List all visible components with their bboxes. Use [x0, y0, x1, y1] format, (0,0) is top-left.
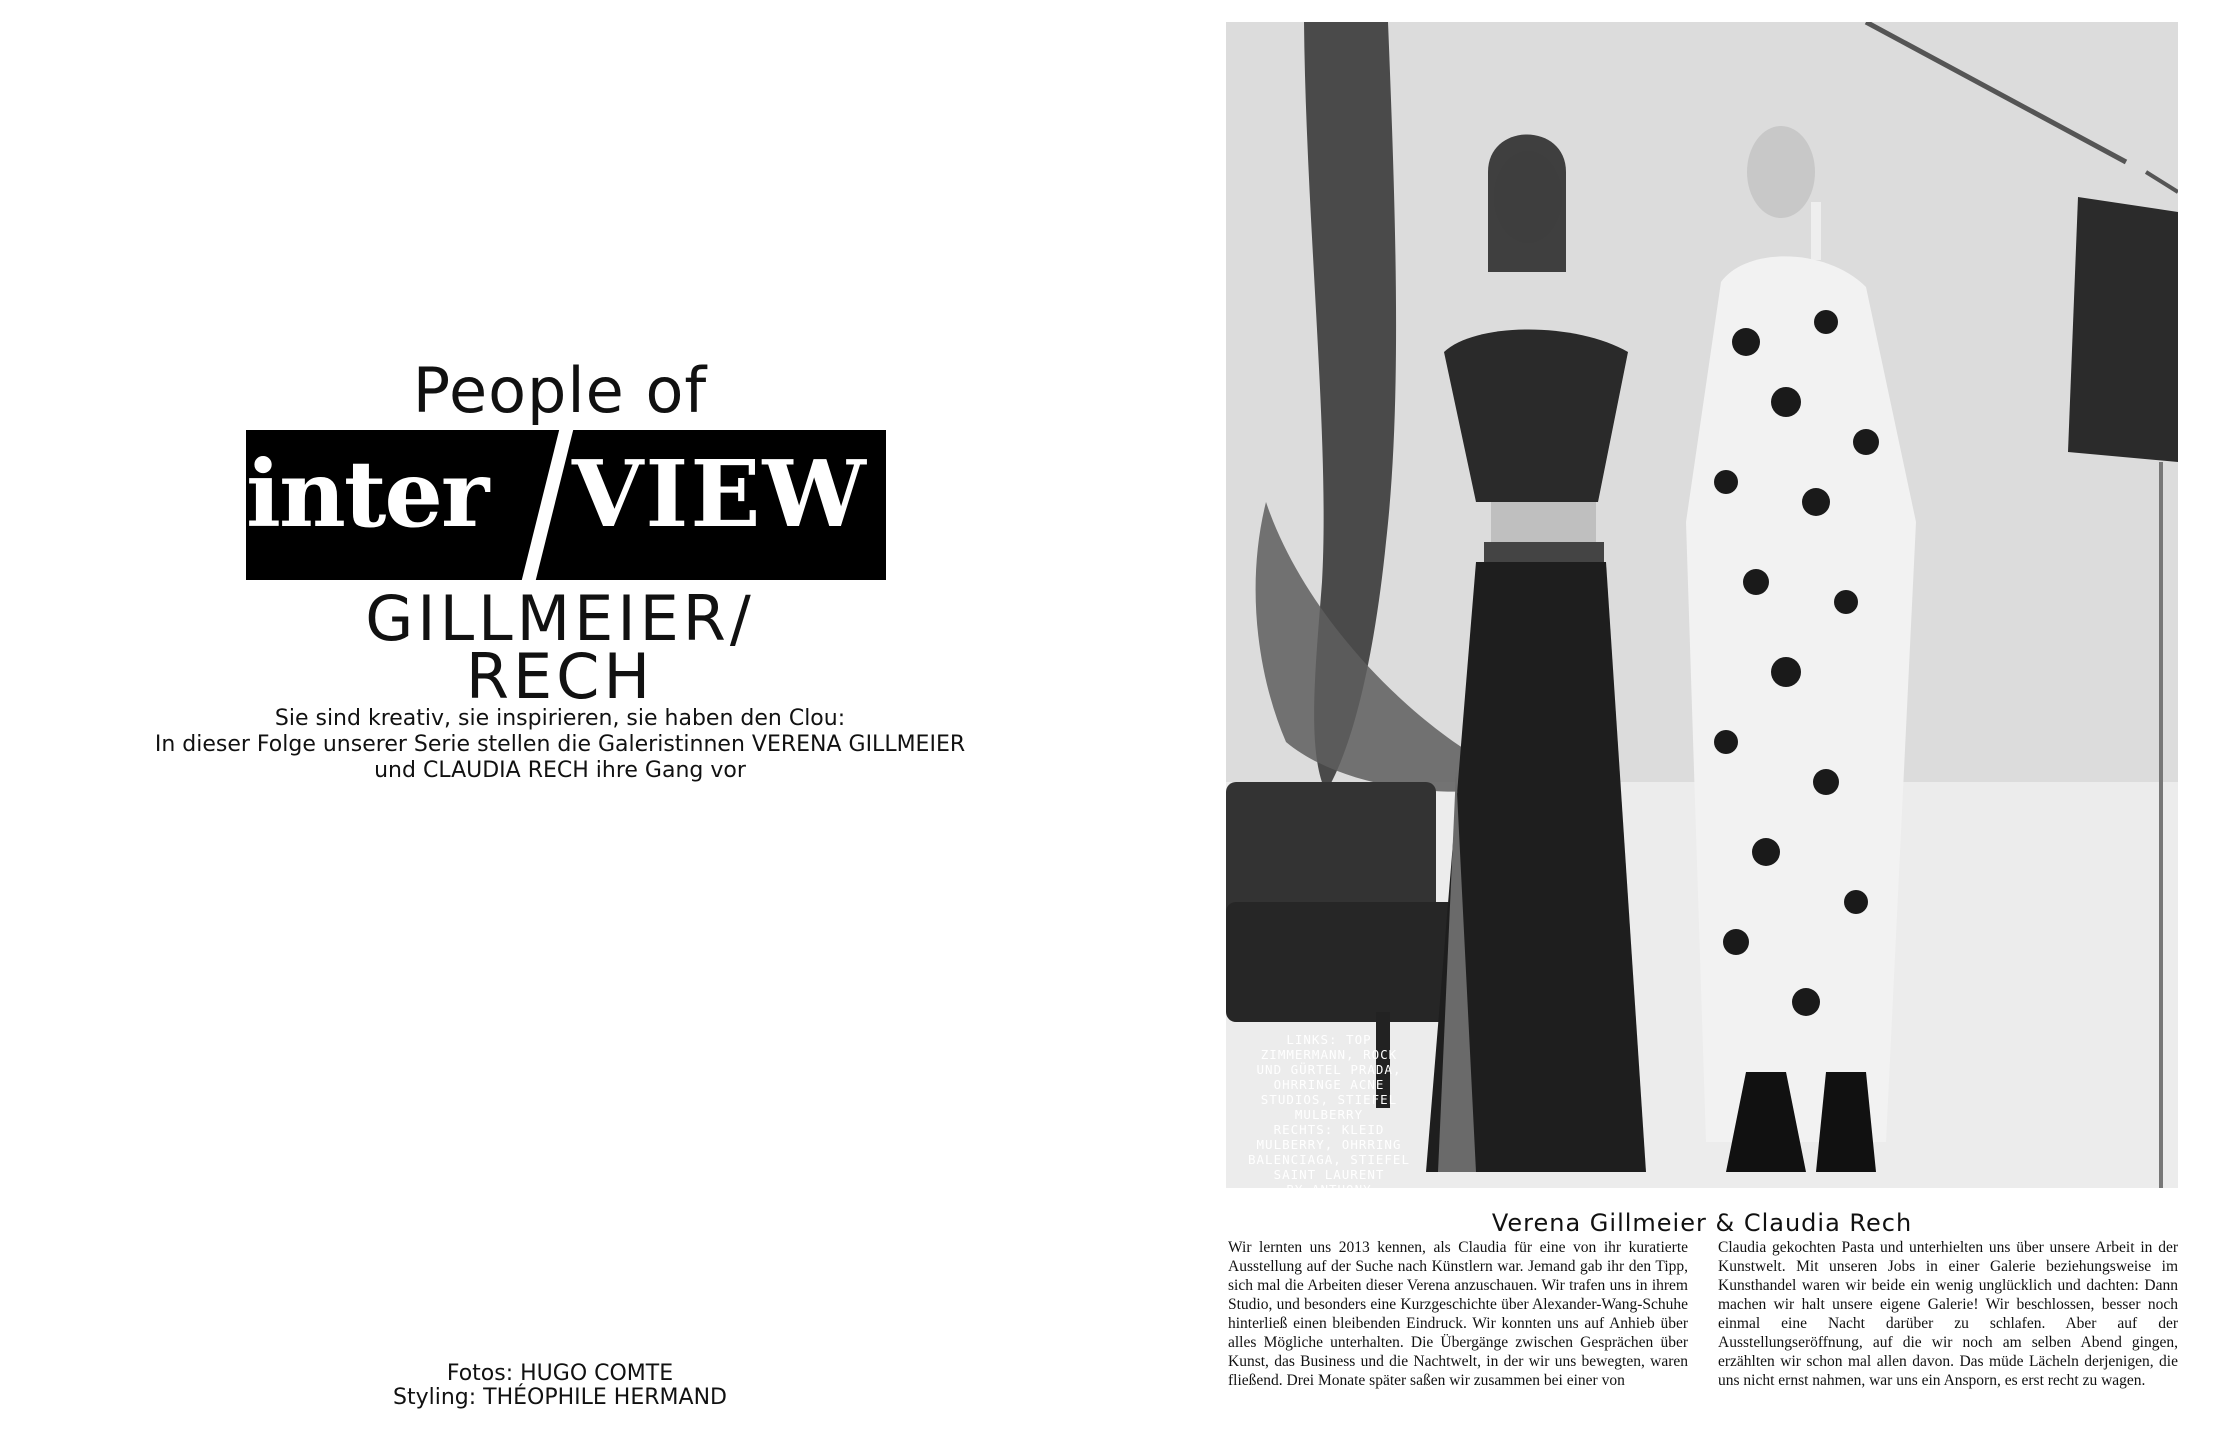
caption-line: UND GÜRTEL PRADA, [1256, 1062, 1402, 1077]
caption-line: SAINT LAURENT [1273, 1167, 1385, 1182]
deck-line: In dieser Folge unserer Serie stellen die Galeristinnen VERENA GILLMEIER [154, 732, 966, 757]
deck-line: Sie sind kreativ, sie inspirieren, sie haben den Clou: [274, 706, 846, 731]
credit-photos: Fotos: HUGO COMTE [446, 1361, 674, 1386]
article-column-2: Claudia gekochten Pasta und unterhielten uns über unsere Arbeit in der Kunstwelt. Mit unseren Jobs in einer Galerie beziehungsweise im Kunsthandel waren wir beide ein wenig unglücklich und dachten: Dann machen wir halt unsere eigene Galerie! Wir beschlossen, besser noch einmal eine Nacht darüber zu schlafen. Aber auf der Ausstellungseröffnung, auf die wir noch am selben Abend gingen, erzählten wir schon mal allen davon. Das müde Lächeln derjenigen, die uns nicht ernst nahmen, war uns ein Ansporn, es erst recht zu wagen. [1718, 1239, 2178, 1389]
caption-line: ZIMMERMANN, ROCK [1260, 1047, 1398, 1062]
photo-illustration [1226, 22, 2178, 1188]
outfit-caption [1238, 1032, 1420, 1212]
feature-title-line-2: RECH [465, 640, 655, 713]
logo-inter-text: inter [246, 440, 488, 548]
logo-slash [512, 430, 578, 580]
caption-line: MULBERRY, OHRRING [1256, 1137, 1402, 1152]
article-title: Verena Gillmeier & Claudia Rech [1491, 1209, 1913, 1237]
photo-credits [0, 1362, 1120, 1410]
deck-intro [0, 706, 1120, 784]
feature-title-line-1: GILLMEIER/ [365, 582, 755, 655]
article-column-1: Wir lernten uns 2013 kennen, als Claudia für eine von ihr kuratierte Ausstellung auf der Suche nach Künstlern war. Jemand gab ihr den Tipp, sich mal die Arbeiten dieser Verena anzuschauen. Wir trafen uns in ihrem Studio, und besonders eine Kurzgeschichte über Alexander-Wang-Schuhe hinterließ einen bleibenden Eindruck. Wir konnten uns auf Anhieb über alles Mögliche unterhalten. Die Übergänge zwischen Gesprächen über Kunst, das Business und die Nachtwelt, in der wir uns bewegten, waren fließend. Drei Monate später saßen wir zusammen bei einer von [1228, 1239, 1688, 1389]
caption-line: STUDIOS, STIEFEL [1260, 1092, 1398, 1107]
caption-line: RECHTS: KLEID [1273, 1122, 1385, 1137]
caption-line: BALENCIAGA, STIEFEL [1248, 1152, 1410, 1167]
caption-line: VACCARELLO [1286, 1197, 1372, 1212]
caption-line: OHRRINGE ACNE [1273, 1077, 1385, 1092]
fashion-photo [1226, 22, 2178, 1188]
logo-view-text: VIEW [572, 440, 868, 548]
caption-line: LINKS: TOP [1286, 1032, 1372, 1047]
feature-title [0, 582, 1120, 713]
caption-line: MULBERRY [1294, 1107, 1364, 1122]
credit-styling: Styling: THÉOPHILE HERMAND [393, 1385, 727, 1410]
kicker-block [0, 354, 1120, 427]
caption-line: BY ANTHONY [1286, 1182, 1372, 1197]
interview-logo [246, 430, 886, 580]
kicker-people-of: People of [412, 354, 708, 427]
deck-line: und CLAUDIA RECH ihre Gang vor [374, 758, 746, 783]
right-page [1120, 0, 2240, 1438]
